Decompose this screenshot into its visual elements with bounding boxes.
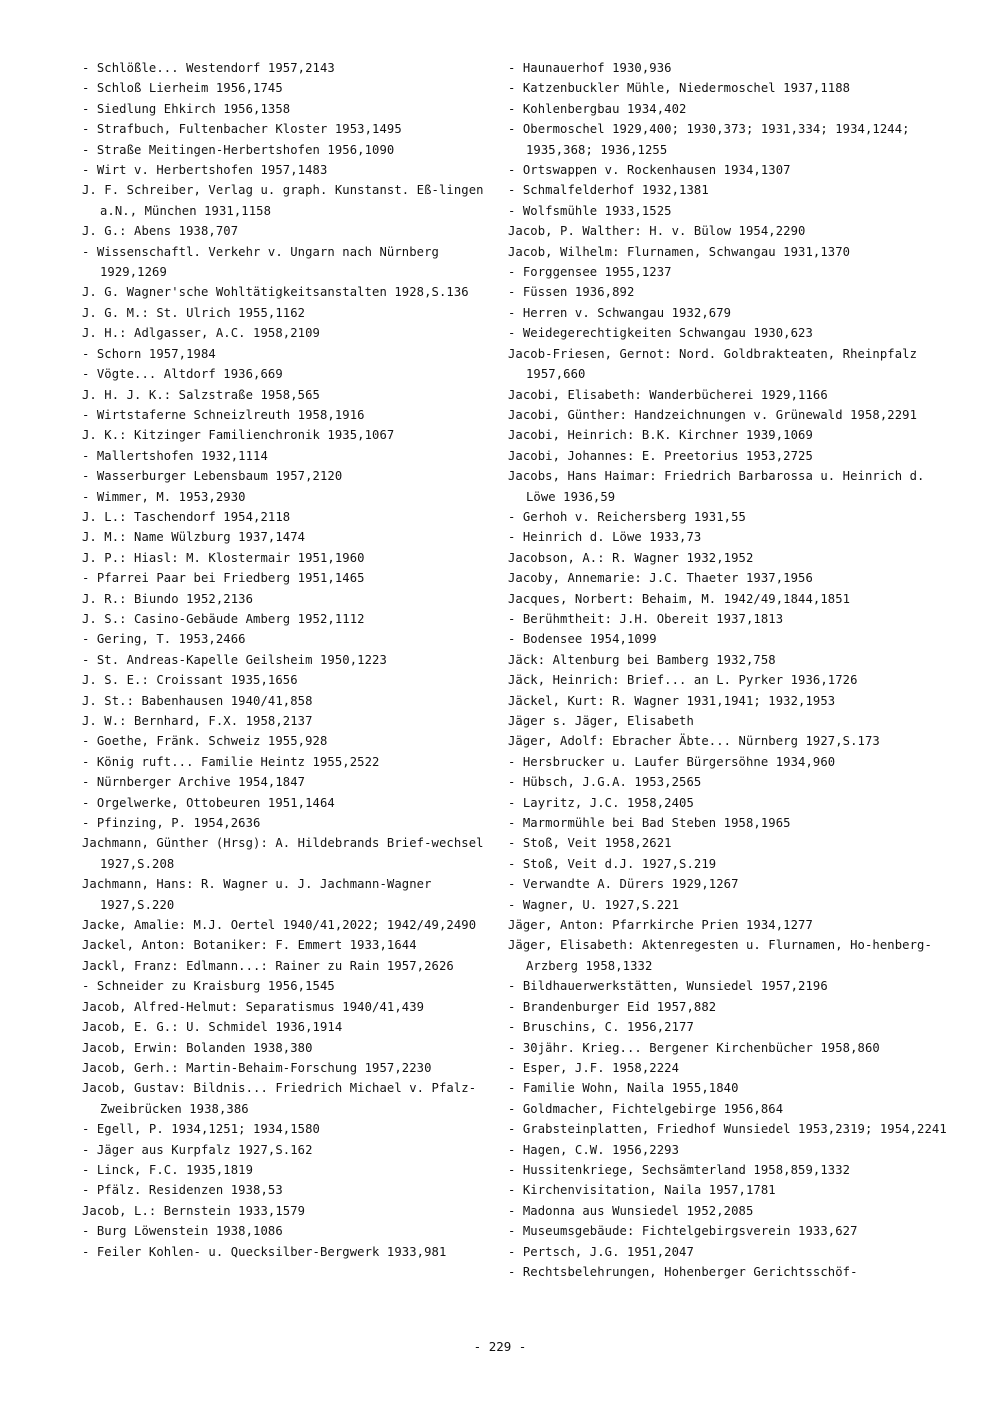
index-entry: Jäck: Altenburg bei Bamberg 1932,758 [508, 652, 776, 667]
index-entry: - Schloß Lierheim 1956,1745 [82, 81, 283, 96]
index-entry: - Kohlenbergbau 1934,402 [508, 101, 687, 116]
index-entry: Jacob, Alfred-Helmut: Separatismus 1940/41,439 [82, 999, 425, 1014]
index-entry: Jacke, Amalie: M.J. Oertel 1940/41,2022; 1942/49,2490 [82, 918, 477, 933]
index-entry: - Mallertshofen 1932,1114 [82, 448, 268, 463]
index-entry: - Kirchenvisitation, Naila 1957,1781 [508, 1183, 776, 1198]
index-entry: J. St.: Babenhausen 1940/41,858 [82, 693, 313, 708]
index-entry: Jacobson, A.: R. Wagner 1932,1952 [508, 550, 754, 565]
index-entry: - Wirt v. Herbertshofen 1957,1483 [82, 163, 328, 178]
index-entry: J. H. J. K.: Salzstraße 1958,565 [82, 387, 320, 402]
right-column [508, 58, 948, 1282]
index-entry: - Siedlung Ehkirch 1956,1358 [82, 101, 291, 116]
index-entry: - Wimmer, M. 1953,2930 [82, 489, 246, 504]
page-number: - 229 - [473, 1339, 527, 1354]
index-entry: - Wissenschaftl. Verkehr v. Ungarn nach Nürnberg 1929,1269 [82, 244, 439, 280]
index-entry: - Stoß, Veit 1958,2621 [508, 836, 672, 851]
index-entry: - Brandenburger Eid 1957,882 [508, 999, 717, 1014]
index-entry: J. R.: Biundo 1952,2136 [82, 591, 254, 606]
index-entry: Jacob, Wilhelm: Flurnamen, Schwangau 1931,1370 [508, 244, 851, 259]
index-entry: - Bruschins, C. 1956,2177 [508, 1020, 694, 1035]
index-entry: - Marmormühle bei Bad Steben 1958,1965 [508, 816, 791, 831]
index-entry: Jacobi, Johannes: E. Preetorius 1953,2725 [508, 448, 813, 463]
index-entry: - Gerhoh v. Reichersberg 1931,55 [508, 509, 746, 524]
index-entry: - Hussitenkriege, Sechsämterland 1958,859,1332 [508, 1162, 851, 1177]
index-entry: - Bildhauerwerkstätten, Wunsiedel 1957,2196 [508, 979, 828, 994]
index-entry: - Schmalfelderhof 1932,1381 [508, 183, 709, 198]
index-entry: Jacob-Friesen, Gernot: Nord. Goldbrakteaten, Rheinpfalz 1957,660 [508, 346, 918, 382]
index-entry: - Haunauerhof 1930,936 [508, 61, 672, 75]
index-entry: J. W.: Bernhard, F.X. 1958,2137 [82, 714, 313, 728]
index-entry: J. K.: Kitzinger Familienchronik 1935,1067 [82, 428, 395, 443]
index-entry: Jäger, Anton: Pfarrkirche Prien 1934,1277 [508, 918, 813, 933]
index-entry: J. H.: Adlgasser, A.C. 1958,2109 [82, 326, 320, 341]
index-entry: Jäger, Elisabeth: Aktenregesten u. Flurnamen, Ho-henberg-Arzberg 1958,1332 [508, 938, 932, 973]
index-entry: - Hübsch, J.G.A. 1953,2565 [508, 775, 702, 790]
index-entry: - Feiler Kohlen- u. Quecksilber-Bergwerk 1933,981 [82, 1244, 447, 1259]
index-entry: - Herren v. Schwangau 1932,679 [508, 305, 732, 320]
index-entry: - Schneider zu Kraisburg 1956,1545 [82, 979, 335, 994]
index-entry: - Rechtsbelehrungen, Hohenberger Gerichtsschöf- [508, 1264, 858, 1279]
index-entry: - Orgelwerke, Ottobeuren 1951,1464 [82, 795, 335, 810]
index-entry: Jacob, L.: Bernstein 1933,1579 [82, 1203, 306, 1218]
index-entry: - Burg Löwenstein 1938,1086 [82, 1224, 283, 1239]
index-entry: Jackel, Anton: Botaniker: F. Emmert 1933,1644 [82, 938, 417, 953]
index-entry: - Wirtstaferne Schneizlreuth 1958,1916 [82, 407, 365, 422]
index-entry: Jacoby, Annemarie: J.C. Thaeter 1937,1956 [508, 571, 813, 586]
index-entry: Jacob, Gustav: Bildnis... Friedrich Michael v. Pfalz-Zweibrücken 1938,386 [82, 1081, 477, 1116]
index-entry: Jäckel, Kurt: R. Wagner 1931,1941; 1932,1953 [508, 693, 836, 708]
index-entry: - Linck, F.C. 1935,1819 [82, 1162, 254, 1177]
index-entry: - Layritz, J.C. 1958,2405 [508, 795, 694, 810]
index-entry: - Vögte... Altdorf 1936,669 [82, 367, 283, 382]
index-entry: - Grabsteinplatten, Friedhof Wunsiedel 1953,2319; 1954,2241 [508, 1122, 947, 1137]
index-entry: - Wasserburger Lebensbaum 1957,2120 [82, 469, 343, 484]
index-entry: Jacob, P. Walther: H. v. Bülow 1954,2290 [508, 224, 806, 239]
index-entry: Jacques, Norbert: Behaim, M. 1942/49,1844,1851 [508, 591, 851, 606]
index-entry: - Pfarrei Paar bei Friedberg 1951,1465 [82, 571, 365, 586]
index-entry: - Bodensee 1954,1099 [508, 632, 657, 647]
index-entry: Jäger, Adolf: Ebracher Äbte... Nürnberg 1927,S.173 [508, 734, 880, 749]
index-entry: - Ortswappen v. Rockenhausen 1934,1307 [508, 163, 791, 178]
index-entry: Jacob, Erwin: Bolanden 1938,380 [82, 1040, 313, 1055]
index-entry: - Wagner, U. 1927,S.221 [508, 897, 680, 912]
index-entry: Jacobs, Hans Haimar: Friedrich Barbarossa u. Heinrich d. Löwe 1936,59 [508, 469, 925, 504]
index-entry: Jacobi, Günther: Handzeichnungen v. Grünewald 1958,2291 [508, 407, 918, 422]
index-entry: - Pfinzing, P. 1954,2636 [82, 816, 261, 831]
index-entry: - Berühmtheit: J.H. Obereit 1937,1813 [508, 611, 784, 626]
index-entry: - Pertsch, J.G. 1951,2047 [508, 1244, 694, 1259]
index-entry: - Pfälz. Residenzen 1938,53 [82, 1183, 283, 1198]
index-entry: Jacobi, Heinrich: B.K. Kirchner 1939,1069 [508, 428, 813, 443]
index-entry: J. G.: Abens 1938,707 [82, 224, 239, 239]
index-entry: - Jäger aus Kurpfalz 1927,S.162 [82, 1142, 313, 1157]
index-entry: - Stoß, Veit d.J. 1927,S.219 [508, 856, 717, 871]
index-entry: - Nürnberger Archive 1954,1847 [82, 775, 306, 790]
index-entry: Jacob, Gerh.: Martin-Behaim-Forschung 1957,2230 [82, 1060, 432, 1075]
index-entry: - Katzenbuckler Mühle, Niedermoschel 1937,1188 [508, 81, 851, 96]
index-entry: - Schorn 1957,1984 [82, 346, 216, 361]
index-entry: - König ruft... Familie Heintz 1955,2522 [82, 754, 380, 769]
index-entry: - Heinrich d. Löwe 1933,73 [508, 530, 702, 545]
index-entry: - Egell, P. 1934,1251; 1934,1580 [82, 1122, 320, 1137]
index-entry: J. S.: Casino-Gebäude Amberg 1952,1112 [82, 611, 365, 626]
index-entry: - Hersbrucker u. Laufer Bürgersöhne 1934,960 [508, 754, 836, 769]
index-entry: - Madonna aus Wunsiedel 1952,2085 [508, 1203, 754, 1218]
index-entry: - Familie Wohn, Naila 1955,1840 [508, 1081, 739, 1096]
index-entry: - Esper, J.F. 1958,2224 [508, 1060, 680, 1075]
index-entry: - Wolfsmühle 1933,1525 [508, 203, 672, 218]
index-entry: - Verwandte A. Dürers 1929,1267 [508, 877, 739, 892]
index-entry: Jacob, E. G.: U. Schmidel 1936,1914 [82, 1020, 343, 1035]
index-entry: Jachmann, Hans: R. Wagner u. J. Jachmann-Wagner 1927,S.220 [82, 877, 432, 912]
index-entry: - Schlößle... Westendorf 1957,2143 [82, 61, 335, 75]
index-entry: J. M.: Name Wülzburg 1937,1474 [82, 530, 306, 545]
left-column [82, 58, 492, 1262]
index-entry: - Goldmacher, Fichtelgebirge 1956,864 [508, 1101, 784, 1116]
index-entry: J. G. Wagner'sche Wohltätigkeitsanstalten 1928,S.136 [82, 285, 469, 300]
index-entry: - Museumsgebäude: Fichtelgebirgsverein 1933,627 [508, 1224, 858, 1239]
index-entry: - Füssen 1936,892 [508, 285, 635, 300]
index-entry: - Hagen, C.W. 1956,2293 [508, 1142, 680, 1157]
index-entry: Jackl, Franz: Edlmann...: Rainer zu Rain 1957,2626 [82, 958, 454, 973]
index-entry: - 30jähr. Krieg... Bergener Kirchenbücher 1958,860 [508, 1040, 880, 1055]
index-entry: - Straße Meitingen-Herbertshofen 1956,1090 [82, 142, 395, 157]
index-entry: Jachmann, Günther (Hrsg): A. Hildebrands Brief-wechsel 1927,S.208 [82, 836, 484, 871]
index-entry: J. F. Schreiber, Verlag u. graph. Kunstanst. Eß-lingen a.N., München 1931,1158 [82, 183, 484, 218]
index-entry: - Weidegerechtigkeiten Schwangau 1930,623 [508, 326, 813, 341]
index-entry: - Gering, T. 1953,2466 [82, 632, 246, 647]
index-entry: J. S. E.: Croissant 1935,1656 [82, 673, 298, 688]
index-entry: - Strafbuch, Fultenbacher Kloster 1953,1495 [82, 122, 402, 137]
index-entry: - Goethe, Fränk. Schweiz 1955,928 [82, 734, 328, 749]
index-entry: Jacobi, Elisabeth: Wanderbücherei 1929,1166 [508, 387, 828, 402]
index-entry: J. L.: Taschendorf 1954,2118 [82, 509, 291, 524]
index-entry: - Forggensee 1955,1237 [508, 265, 672, 280]
index-entry: - Obermoschel 1929,400; 1930,373; 1931,334; 1934,1244; 1935,368; 1936,1255 [508, 122, 910, 157]
index-entry: J. P.: Hiasl: M. Klostermair 1951,1960 [82, 550, 365, 565]
index-entry: Jäger s. Jäger, Elisabeth [508, 714, 694, 728]
index-entry: - St. Andreas-Kapelle Geilsheim 1950,1223 [82, 652, 387, 667]
index-entry: J. G. M.: St. Ulrich 1955,1162 [82, 305, 306, 320]
index-entry: Jäck, Heinrich: Brief... an L. Pyrker 1936,1726 [508, 673, 858, 688]
